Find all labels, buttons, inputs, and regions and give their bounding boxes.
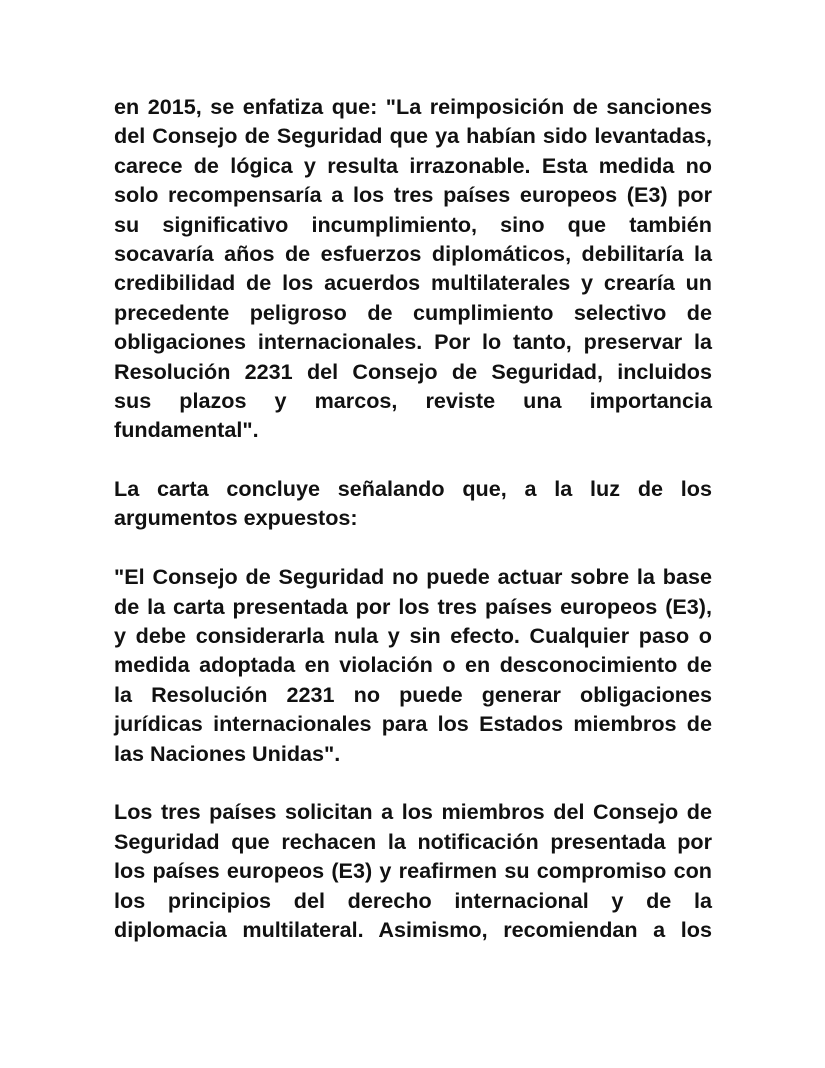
text-line: precedente peligroso de cumplimiento selectivo de: [114, 299, 712, 325]
text-line: jurídicas internacionales para los Estados miembros de: [114, 711, 712, 737]
text-line: la Resolución 2231 no puede generar obligaciones: [114, 681, 712, 707]
text-line: los principios del derecho internacional y de la: [114, 887, 712, 913]
text-line: las Naciones Unidas".: [114, 740, 341, 766]
text-line: argumentos expuestos:: [114, 505, 358, 531]
text-line: La carta concluye señalando que, a la luz de los: [114, 476, 712, 502]
text-line: fundamental".: [114, 417, 259, 443]
document-page: [114, 92, 712, 974]
text-line: Seguridad que rechacen la notificación presentada por: [114, 828, 712, 854]
text-line: Resolución 2231 del Consejo de Seguridad, incluidos: [114, 358, 712, 384]
text-line: "El Consejo de Seguridad no puede actuar sobre la base: [114, 564, 712, 590]
paragraph-security-council-quote: [114, 562, 712, 768]
text-line: y debe considerarla nula y sin efecto. Cualquier paso o: [114, 623, 712, 649]
text-line: solo recompensaría a los tres países europeos (E3) por: [114, 182, 712, 208]
text-line: los países europeos (E3) y reafirmen su compromiso con: [114, 858, 712, 884]
paragraph-request: [114, 797, 712, 944]
text-line: obligaciones internacionales. Por lo tanto, preservar la: [114, 329, 712, 355]
text-line: del Consejo de Seguridad que ya habían sido levantadas,: [114, 123, 712, 149]
paragraph-conclusion-intro: [114, 474, 712, 533]
text-line: de la carta presentada por los tres países europeos (E3),: [114, 593, 712, 619]
text-line: credibilidad de los acuerdos multilaterales y crearía un: [114, 270, 712, 296]
text-line: Los tres países solicitan a los miembros del Consejo de: [114, 799, 712, 825]
text-line: en 2015, se enfatiza que: "La reimposición de sanciones: [114, 94, 712, 119]
text-line: socavaría años de esfuerzos diplomáticos, debilitaría la: [114, 240, 712, 266]
text-line: su significativo incumplimiento, sino que también: [114, 211, 712, 237]
text-line: diplomacia multilateral. Asimismo, recomiendan a los: [114, 916, 712, 942]
text-line: medida adoptada en violación o en desconocimiento de: [114, 652, 712, 678]
text-line: sus plazos y marcos, reviste una importancia: [114, 387, 712, 413]
text-line: carece de lógica y resulta irrazonable. Esta medida no: [114, 152, 712, 178]
paragraph-quote-2015: [114, 92, 712, 445]
